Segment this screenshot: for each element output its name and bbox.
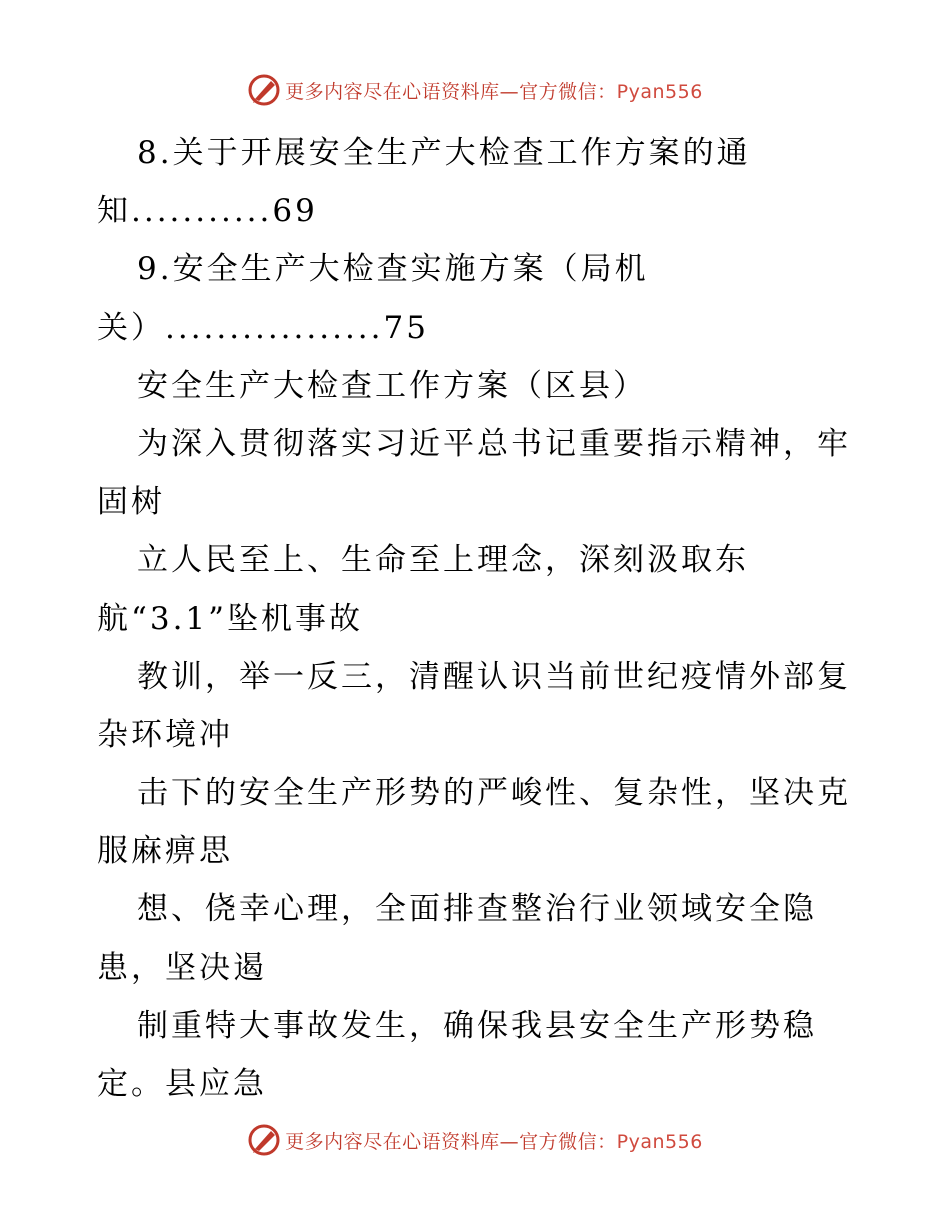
- text-line: 教训，举一反三，清醒认识当前世纪疫情外部复: [137, 658, 851, 695]
- text-line: 知...........69: [97, 193, 318, 230]
- text-line: 服麻痹思: [97, 833, 233, 870]
- text-line: 制重特大事故发生，确保我县安全生产形势稳: [137, 1007, 817, 1044]
- text-line: 立人民至上、生命至上理念，深刻汲取东: [137, 542, 749, 579]
- text-line: 8.关于开展安全生产大检查工作方案的通: [137, 135, 751, 171]
- text-line: 患，坚决遏: [97, 949, 267, 986]
- text-line: 定。县应急: [97, 1066, 267, 1102]
- watermark-text: 更多内容尽在心语资料库—官方微信：: [285, 80, 617, 103]
- pen-logo-icon: [247, 1123, 281, 1157]
- text-line: 9.安全生产大检查实施方案（局机: [137, 251, 649, 288]
- text-line: 为深入贯彻落实习近平总书记重要指示精神，牢: [137, 425, 851, 462]
- document-body: [97, 124, 857, 1113]
- text-line: 安全生产大检查工作方案（区县）: [137, 367, 647, 404]
- watermark-text: 更多内容尽在心语资料库—官方微信：: [285, 1130, 617, 1153]
- watermark-code: Pyan556: [616, 1130, 703, 1153]
- text-line: 关）.................75: [97, 309, 429, 346]
- text-line: 固树: [97, 484, 165, 521]
- text-line: 航“3.1”坠机事故: [97, 600, 363, 637]
- text-line: 杂环境冲: [97, 716, 233, 753]
- footer-watermark: [0, 1120, 950, 1160]
- header-watermark: [0, 70, 950, 110]
- text-line: 想、侥幸心理，全面排查整治行业领域安全隐: [137, 891, 817, 928]
- watermark-code: Pyan556: [616, 80, 703, 103]
- pen-logo-icon: [247, 73, 281, 107]
- text-line: 击下的安全生产形势的严峻性、复杂性，坚决克: [137, 775, 851, 812]
